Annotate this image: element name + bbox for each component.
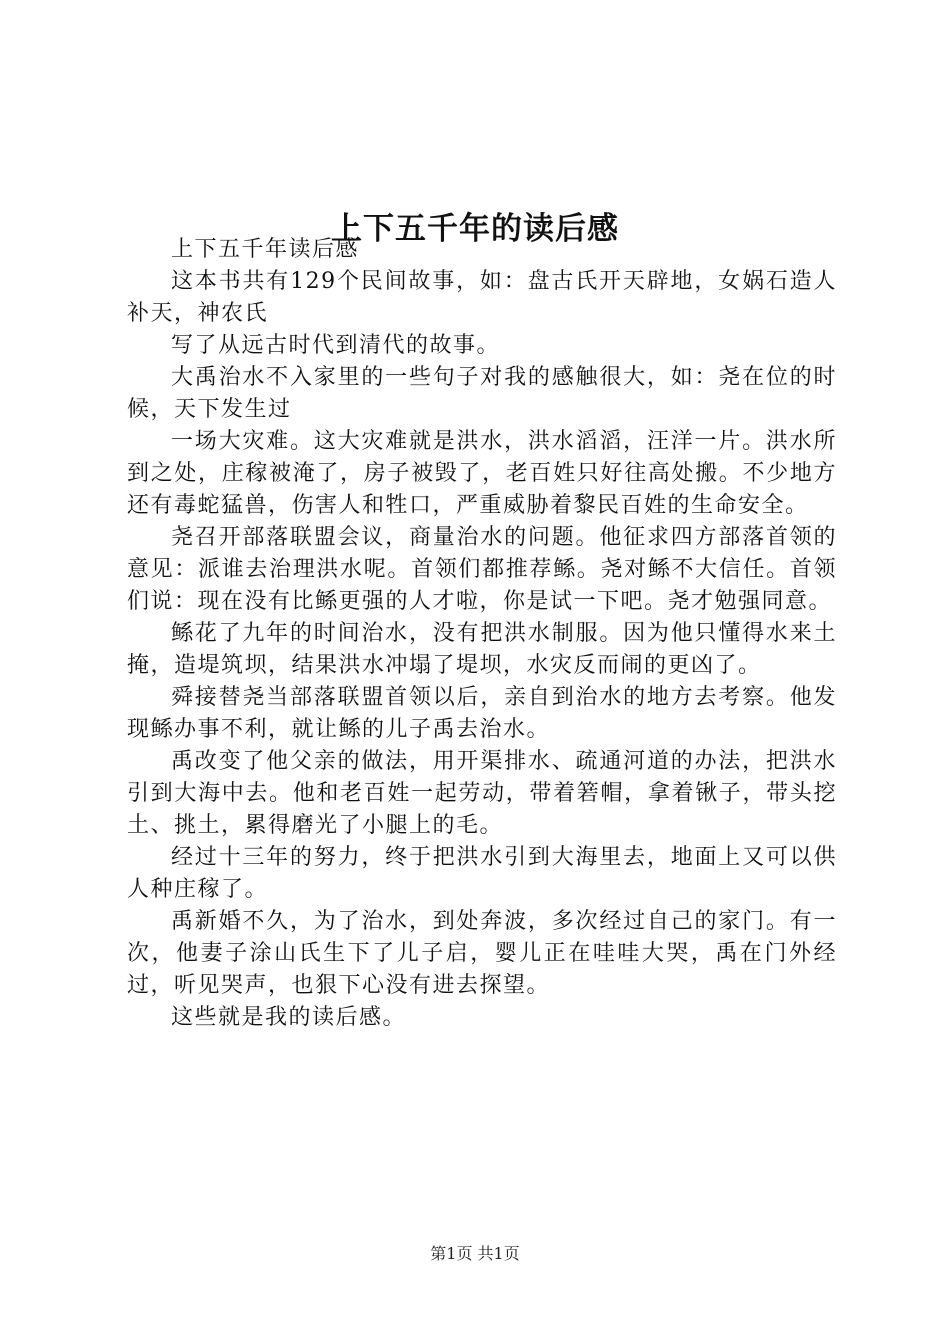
document-body [127, 234, 837, 1034]
paragraph: 这些就是我的读后感。 [171, 1005, 407, 1030]
paragraph-subtitle: 上下五千年读后感 [171, 237, 360, 262]
paragraph: 尧召开部落联盟会议，商量治水的问题。他征求四方部落首领的意见：派谁去治理洪水呢。首领们都推荐鲧。尧对鲧不大信任。首领们说：现在没有比鲧更强的人才啦，你是试一下吧。尧才勉强同意。 [127, 525, 837, 614]
paragraph: 一场大灾难。这大灾难就是洪水，洪水滔滔，汪洋一片。洪水所到之处，庄稼被淹了，房子被毁了，老百姓只好往高处搬。不少地方还有毒蛇猛兽，伤害人和牲口，严重威胁着黎民百姓的生命安全。 [127, 429, 837, 518]
paragraph: 禹改变了他父亲的做法，用开渠排水、疏通河道的办法，把洪水引到大海中去。他和老百姓一起劳动，带着箬帽，拿着锹子，带头挖土、挑土，累得磨光了小腿上的毛。 [127, 749, 837, 838]
paragraph: 经过十三年的努力，终于把洪水引到大海里去，地面上又可以供人种庄稼了。 [127, 845, 837, 902]
document-title: 上下五千年的读后感 [331, 210, 619, 247]
paragraph: 舜接替尧当部落联盟首领以后，亲自到治水的地方去考察。他发现鲧办事不利，就让鲧的儿子禹去治水。 [127, 685, 837, 742]
page-footer: 第1页 共1页 [430, 1244, 520, 1263]
paragraph: 禹新婚不久，为了治水，到处奔波，多次经过自己的家门。有一次，他妻子涂山氏生下了儿子启，婴儿正在哇哇大哭，禹在门外经过，听见哭声，也狠下心没有进去探望。 [127, 909, 837, 998]
paragraph: 写了从远古时代到清代的故事。 [171, 333, 501, 358]
paragraph: 这本书共有129个民间故事，如：盘古氏开天辟地，女娲石造人补天，神农氏 [127, 269, 837, 326]
paragraph: 大禹治水不入家里的一些句子对我的感触很大，如：尧在位的时候，天下发生过 [127, 365, 837, 422]
paragraph: 鲧花了九年的时间治水，没有把洪水制服。因为他只懂得水来土掩，造堤筑坝，结果洪水冲塌了堤坝，水灾反而闹的更凶了。 [127, 621, 837, 678]
